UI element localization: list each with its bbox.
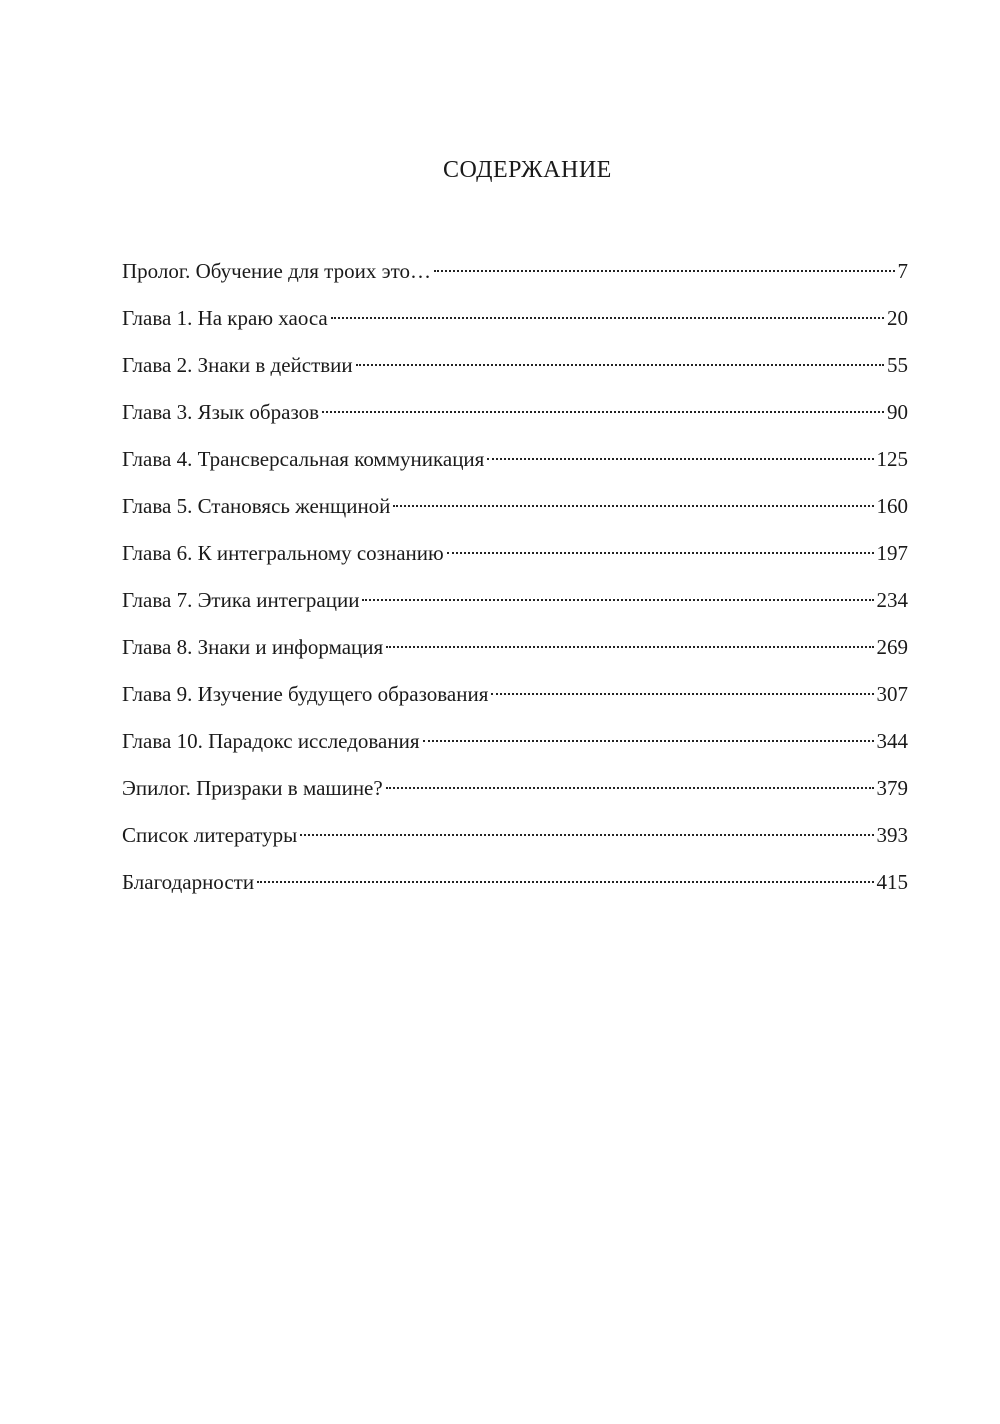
toc-entry-label: Глава 4. Трансверсальная коммуникация xyxy=(122,447,485,471)
toc-dot-leader xyxy=(434,270,894,272)
toc-entry-chapter-3 xyxy=(122,389,908,436)
toc-entry-chapter-9 xyxy=(122,671,908,718)
toc-page-number: 379 xyxy=(876,776,908,800)
toc-page-number: 415 xyxy=(876,870,908,894)
toc-list xyxy=(122,248,908,906)
toc-entry-chapter-6 xyxy=(122,530,908,577)
toc-page-number: 160 xyxy=(876,494,908,518)
toc-page-number: 197 xyxy=(876,541,908,565)
toc-entry-bibliography xyxy=(122,812,908,859)
toc-entry-label: Глава 1. На краю хаоса xyxy=(122,306,328,330)
toc-page-number: 269 xyxy=(876,635,908,659)
toc-page-number: 307 xyxy=(876,682,908,706)
toc-entry-label: Глава 8. Знаки и информация xyxy=(122,635,384,659)
toc-page-number: 125 xyxy=(876,447,908,471)
toc-entry-chapter-8 xyxy=(122,624,908,671)
toc-page-number: 55 xyxy=(887,353,908,377)
toc-dot-leader xyxy=(356,364,884,366)
toc-entry-prologue xyxy=(122,248,908,295)
toc-entry-label: Список литературы xyxy=(122,823,298,847)
toc-dot-leader xyxy=(386,787,874,789)
toc-page-number: 20 xyxy=(887,306,908,330)
toc-entry-label: Эпилог. Призраки в машине? xyxy=(122,776,383,800)
toc-page-number: 7 xyxy=(897,259,908,283)
toc-dot-leader xyxy=(386,646,873,648)
toc-dot-leader xyxy=(487,458,873,460)
toc-entry-chapter-10 xyxy=(122,718,908,765)
toc-entry-label: Глава 9. Изучение будущего образования xyxy=(122,682,489,706)
toc-page-number: 344 xyxy=(876,729,908,753)
toc-entry-chapter-7 xyxy=(122,577,908,624)
toc-entry-label: Глава 10. Парадокс исследования xyxy=(122,729,420,753)
toc-entry-acknowledgements xyxy=(122,859,908,906)
toc-entry-label: Благодарности xyxy=(122,870,255,894)
toc-dot-leader xyxy=(393,505,873,507)
toc-dot-leader xyxy=(423,740,874,742)
toc-dot-leader xyxy=(257,881,873,883)
toc-dot-leader xyxy=(322,411,884,413)
toc-dot-leader xyxy=(362,599,873,601)
toc-dot-leader xyxy=(447,552,874,554)
toc-entry-label: Глава 2. Знаки в действии xyxy=(122,353,353,377)
toc-title: СОДЕРЖАНИЕ xyxy=(443,157,612,183)
toc-entry-chapter-4 xyxy=(122,436,908,483)
toc-entry-label: Пролог. Обучение для троих это… xyxy=(122,259,432,283)
toc-entry-chapter-1 xyxy=(122,295,908,342)
toc-entry-chapter-2 xyxy=(122,342,908,389)
toc-entry-label: Глава 7. Этика интеграции xyxy=(122,588,360,612)
toc-entry-epilogue xyxy=(122,765,908,812)
toc-entry-label: Глава 5. Становясь женщиной xyxy=(122,494,391,518)
toc-dot-leader xyxy=(300,834,873,836)
toc-page-number: 234 xyxy=(876,588,908,612)
toc-entry-label: Глава 6. К интегральному сознанию xyxy=(122,541,444,565)
toc-entry-chapter-5 xyxy=(122,483,908,530)
toc-dot-leader xyxy=(491,693,873,695)
toc-page-number: 393 xyxy=(876,823,908,847)
toc-dot-leader xyxy=(331,317,884,319)
toc-page-number: 90 xyxy=(887,400,908,424)
toc-entry-label: Глава 3. Язык образов xyxy=(122,400,320,424)
